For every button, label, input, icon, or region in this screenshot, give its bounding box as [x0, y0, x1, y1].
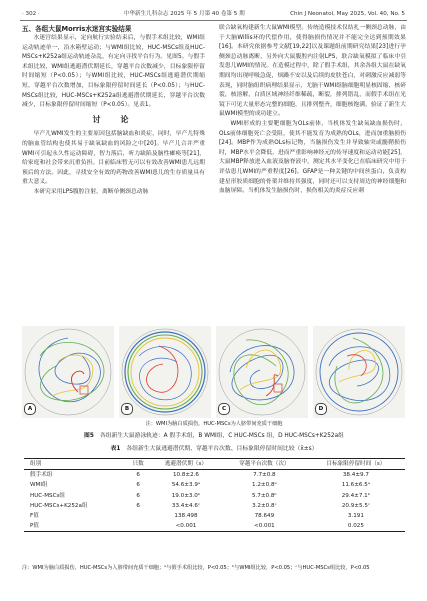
cell-stat-label: P值: [30, 523, 39, 530]
cell-empty: [126, 511, 150, 521]
table-row-f: [24, 511, 405, 521]
panel-label-d: D: [315, 403, 327, 415]
page-number: · 302 ·: [22, 11, 40, 17]
cell-count: 6: [136, 482, 140, 489]
table-row: [24, 480, 405, 490]
cell-latency: 33.4±4.6ᶜ: [171, 502, 201, 509]
swim-trajectory-d: [313, 326, 405, 418]
cell-crossings: 7.7±0.8: [253, 472, 276, 479]
cell-quadrant-time: 0.025: [347, 523, 364, 530]
figure-caption: [22, 432, 406, 441]
header-count: 只数: [132, 461, 144, 467]
header-crossings: 穿越平台次数（次）: [239, 461, 290, 467]
discussion-paragraph-2: 本研究采用LPS腹腔注射，离断单侧颈总动脉: [33, 188, 149, 195]
header-latency: 逃避潜伏期（s）: [164, 461, 207, 467]
cell-crossings: <0.001: [254, 523, 275, 530]
table-title: 各组新生大鼠逃避潜伏期、穿越平台次数、目标象限停留时间比较（x̄±s）: [126, 446, 318, 452]
cell-count: 6: [136, 472, 140, 479]
cell-latency: 54.6±3.9ᵃ: [171, 482, 201, 489]
cell-stat-label: F值: [30, 513, 39, 520]
header-group: 组别: [30, 461, 42, 467]
table-caption: [22, 445, 406, 454]
journal-name-en: Chin J Neonatol, May 2025, Vol. 40, No. 5: [290, 11, 405, 17]
figure-panel-b: [119, 326, 211, 418]
cell-crossings: 1.2±0.8ᵃ: [252, 482, 277, 489]
table-label: 表1: [110, 446, 121, 452]
results-table: [24, 458, 405, 532]
panel-label-a: A: [24, 403, 36, 415]
panel-label-c: C: [218, 403, 230, 415]
section-heading-morris: 五、各组大鼠Morris水迷宫实验结果: [22, 25, 132, 33]
results-paragraph: 水迷宫结果显示，定向航行实验结束后，与假手术组比较，WMI组运动轨迹单一，沿水箱壁运动；与WMI组比较，HUC-MSCs组及HUC-MSCs+K252a组运动轨迹杂乱，有定向寻找平台行为。见图5。与假手术组比较，WMI组逃避潜伏期延长，穿越平台次数减少，目标象限停留时间缩短（P<0.05）；与WMI组比较，HUC-MSCs组逃避潜伏期缩短，穿越平台次数增加，目标象限停留时间延长（P<0.05）；与HUC-MSCs组比较，HUC-MSCs+K252a组逃避潜伏期延长，穿越平台次数减少，目标象限停留时间缩短（P<0.05）。见表1。: [22, 35, 205, 109]
cell-count: 6: [136, 502, 140, 509]
table-row-p: [24, 521, 405, 532]
cell-latency: 10.8±2.6: [172, 472, 199, 479]
figure-label: 图5: [84, 433, 94, 439]
cell-quadrant-time: 11.6±6.5ᵃ: [341, 482, 371, 489]
swim-trajectory-c: [216, 326, 308, 418]
table-header-row: [24, 459, 405, 470]
discussion-paragraph-1: 早产儿WMI发生的主要原因包括脑缺血和炎症，同时，早产儿特殊的脑血管结构也使其易于缺氧缺血的风险之中[20]。早产儿合并严重WMI可引起永久性运动障碍，智力落后，听力缺陷及脑性瘫痪等[21]，给家庭和社会带来沉重负担。目前临床暂无可以有效改善WMI患儿远期预后的方法。因此，寻找安全有效的药物改善WMI患儿的生存质量具有重大意义。: [22, 131, 205, 186]
running-header: [20, 8, 407, 21]
discussion-paragraph-4: WMI形成的主要靶细胞为OLs前体，当机体发生缺氧缺血损伤时，OLs前体细胞死亡会受阻，使其不能发育为成熟的OLs，进而加重脑损伤[24]。MBP作为成熟OLs标记物，当脑损伤发生并导致轴突或髓鞘损伤时，MBP水平会降低，进而严重影响神经元的传导速度和运动功能[25]，大鼠MBP释放进入血液及脑脊液中，测定其水平变化已在临床研究中用于评估患儿WMI的严重程度[26]。GFAP是一种关键的中间丝蛋白，负责构建星形胶质细胞的骨架并维持其强度，同时还可以支持周边的神经细胞和血脑屏障。当机体发生脑损伤时，损伤相关的炎症反应刺: [219, 120, 406, 195]
figure-panel-c: [216, 326, 308, 418]
figure-panel-a: [22, 326, 114, 418]
table-row: [24, 470, 405, 481]
cell-latency: <0.001: [175, 523, 197, 530]
table-note: 注：WMI为脑白质损伤，HUC-MSCs为人脐带间充质干细胞；ᵃ与假手术组比较，P<0.05；ᵇ与WMI组比较，P<0.05；ᶜ与HUC-MSCs组比较，P<0.05: [22, 565, 370, 571]
figure-note: 注：WMI为脑白质损伤，HUC-MSCs为人脐带间充质干细胞: [145, 421, 283, 427]
figure-panel-d: [313, 326, 405, 418]
cell-crossings: 3.2±0.8ᶜ: [252, 502, 277, 509]
cell-crossings: 78.649: [254, 513, 275, 520]
header-quadrant-time: 目标象限停留时间（s）: [326, 461, 386, 467]
swim-trajectory-b: [119, 326, 211, 418]
cell-quadrant-time: 3.191: [347, 513, 364, 520]
cell-quadrant-time: 20.9±5.5ᶜ: [341, 502, 370, 509]
page-number-and-journal: [22, 8, 245, 20]
cell-group: 假手术组: [30, 472, 53, 479]
table-row: [24, 491, 405, 501]
cell-crossings: 5.7±0.8ᵇ: [251, 492, 277, 499]
cell-quadrant-time: 29.4±7.1ᵇ: [341, 492, 371, 499]
swim-trajectory-a: [22, 326, 114, 418]
cell-latency: 138.498: [174, 513, 198, 520]
cell-group: HUC-MSCs组: [30, 492, 66, 499]
figure-caption-text: 各组新生大鼠游泳轨迹：A 假手术组，B WMI组，C HUC-MSCs 组，D HUC-MSCs+K252a组: [99, 433, 344, 439]
cell-latency: 19.0±3.0ᵇ: [171, 492, 201, 499]
cell-group: WMI组: [30, 482, 48, 489]
discussion-paragraph-3: 联合缺氧构建新生大鼠WMI模型。传统造模技术仅结扎一侧颈总动脉，由于大脑Willis环的代偿作用，使得脑损伤情况并不能完全达到预期效果[16]。本研究依据参考文献[19,22]以及课题组前期研究结果[23]进行孕侧颈总动脉离断，另外向大鼠腹腔内注射LPS，联合缺氧模拟了临床中引发患儿WMI的情况。在造模过程中，除了假手术组，其余各组大鼠在缺氧期间均出现呼吸急促，烦躁不安以及后续的皮肤苍白，对刺激反应减弱等表现，同时脑组织病理结果显示，尤脑干WMI组脑细胞明显核固缩、核碎裂，核溶解，白质区域神经纤维稀疏，断裂，排列错乱，而假手术组在光镜下可见大量形态完整的细胞，且排列整齐，细胞核饱满，验证了新生大鼠WMI模型的成功建立。: [219, 25, 406, 118]
panel-label-b: B: [121, 403, 133, 415]
journal-name: 中华新生儿科杂志 2025 年 5 月第 40 卷第 5 期: [123, 11, 245, 17]
cell-quadrant-time: 38.4±9.7: [342, 472, 369, 479]
left-column: [22, 24, 205, 198]
cell-count: 6: [136, 492, 140, 499]
figure-5: [22, 326, 406, 430]
discussion-heading: 讨 论: [92, 114, 135, 124]
cell-empty: [126, 521, 150, 532]
right-column: [219, 24, 406, 197]
cell-group: HUC-MSCs+K252a组: [30, 502, 88, 509]
table-row: [24, 501, 405, 511]
